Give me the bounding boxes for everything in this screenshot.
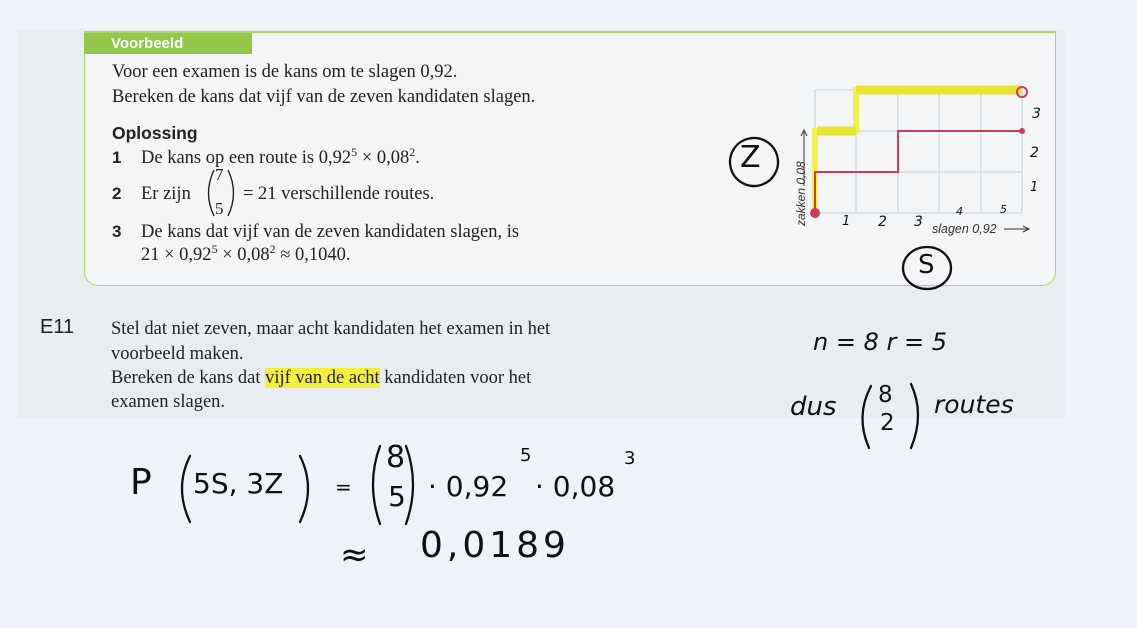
hand-equals: = bbox=[335, 475, 352, 499]
example-line-1: Voor een examen is de kans om te slagen 0,92. bbox=[112, 62, 458, 82]
binomial-bottom: 5 bbox=[215, 199, 224, 218]
example-badge: Voorbeeld bbox=[84, 33, 252, 54]
exercise-line-1: Stel dat niet zeven, maar acht kandidaten het examen in het bbox=[111, 319, 551, 339]
circled-s-letter: S bbox=[918, 250, 935, 280]
hand-approx: ≈ bbox=[340, 535, 369, 575]
hand-binomial-parens bbox=[853, 378, 943, 458]
exercise-line-3: Bereken de kans dat vijf van de acht kandidaten voor het bbox=[111, 368, 532, 388]
grid bbox=[815, 90, 1022, 213]
hand-x-tick: 1 bbox=[842, 214, 851, 229]
hand-x-tick: 5 bbox=[1000, 203, 1007, 216]
hand-factor-2: · 0,08 bbox=[535, 470, 616, 503]
step-3-line-1: De kans dat vijf van de zeven kandidaten slagen, is bbox=[141, 222, 520, 242]
route-diagram bbox=[800, 84, 1030, 234]
step-1-text: De kans op een route is $0,92^5 \times 0,08^2$. bbox=[141, 145, 420, 168]
hand-p: P bbox=[130, 462, 152, 503]
hand-x-tick: 2 bbox=[878, 214, 887, 230]
step-2-post: = 21 verschillende routes. bbox=[243, 184, 435, 204]
binomial-top: 7 bbox=[215, 165, 224, 184]
hand-dus: dus bbox=[790, 392, 837, 422]
hand-paren-right bbox=[292, 450, 332, 530]
hand-b-top: 8 bbox=[386, 440, 406, 475]
hand-result: 0,0189 bbox=[420, 525, 570, 566]
step-1-number: 1 bbox=[112, 148, 122, 167]
hand-binom-bottom: 2 bbox=[880, 410, 895, 436]
hand-factor-2-exp: 3 bbox=[624, 448, 636, 469]
example-line-2: Bereken de kans dat vijf van de zeven kandidaten slagen. bbox=[112, 87, 536, 107]
exercise-number: E11 bbox=[40, 316, 75, 338]
exercise-line-2: voorbeeld maken. bbox=[111, 344, 244, 364]
exercise-line-4: examen slagen. bbox=[111, 392, 226, 412]
hand-y-tick: 1 bbox=[1030, 180, 1039, 195]
x-axis-arrow bbox=[1002, 224, 1032, 234]
hand-b-bottom: 5 bbox=[388, 480, 406, 513]
hand-y-tick: 3 bbox=[1032, 106, 1041, 122]
highlighted-text: vijf van de acht bbox=[265, 368, 380, 388]
highlight-route bbox=[815, 90, 1022, 213]
step-2-number: 2 bbox=[112, 184, 122, 203]
binomial-paren-right bbox=[224, 168, 244, 218]
solution-heading: Oplossing bbox=[112, 123, 198, 143]
hand-factor-1-exp: 5 bbox=[520, 445, 532, 466]
hand-p-args: 5S, 3Z bbox=[193, 467, 284, 500]
step-3-line-2: $21 \times 0,92^5 \times 0,08^2 \approx 0,1040$. bbox=[141, 242, 351, 265]
y-axis-label: zakken 0,08 bbox=[794, 161, 808, 226]
y-axis-arrow bbox=[799, 128, 809, 188]
hand-routes: routes bbox=[934, 390, 1014, 419]
circled-z-letter: Z bbox=[740, 140, 761, 175]
step-3-number: 3 bbox=[112, 222, 122, 241]
hand-x-tick: 4 bbox=[956, 205, 963, 218]
hand-factor-1: · 0,92 bbox=[428, 470, 509, 503]
hand-n-r: n = 8 r = 5 bbox=[813, 328, 947, 356]
x-axis-label: slagen 0,92 bbox=[932, 222, 997, 236]
step-2-pre: Er zijn bbox=[141, 184, 191, 204]
hand-binom-top: 8 bbox=[878, 382, 893, 408]
hand-x-tick: 3 bbox=[914, 214, 923, 230]
hand-y-tick: 2 bbox=[1030, 145, 1039, 161]
